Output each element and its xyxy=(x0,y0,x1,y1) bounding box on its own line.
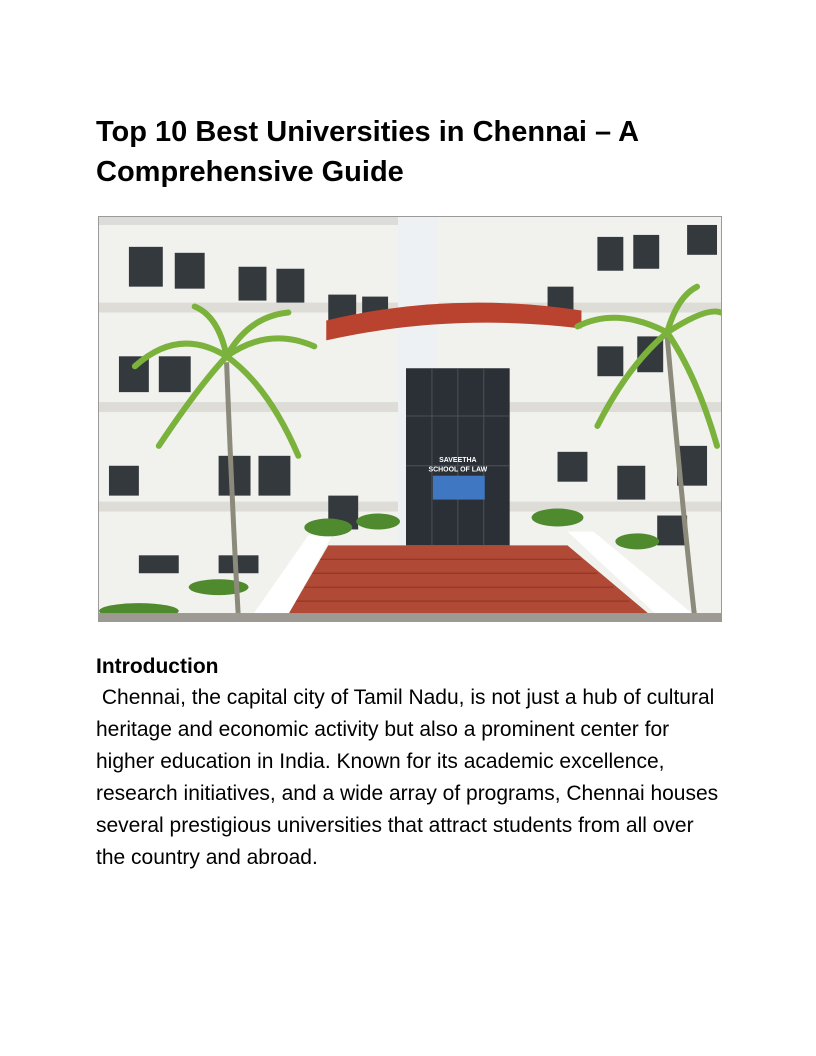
sign-text-line1: SAVEETHA xyxy=(439,456,477,464)
sign-text-line2: SCHOOL OF LAW xyxy=(428,466,488,474)
sign-emblem-panel xyxy=(433,476,485,500)
introduction-paragraph: Chennai, the capital city of Tamil Nadu, is not just a hub of cultural heritage and economic activity but also a prominent center for higher education in India. Known for its academic excellence, research initiatives, and a wide array of programs, Chennai houses several prestigious universities that attract students from all over the country and abroad. xyxy=(96,686,724,869)
introduction-heading: Introduction xyxy=(96,655,219,678)
university-building-photo xyxy=(98,216,722,622)
page-title: Top 10 Best Universities in Chennai – A Comprehensive Guide xyxy=(96,116,639,188)
building-illustration xyxy=(99,217,721,621)
